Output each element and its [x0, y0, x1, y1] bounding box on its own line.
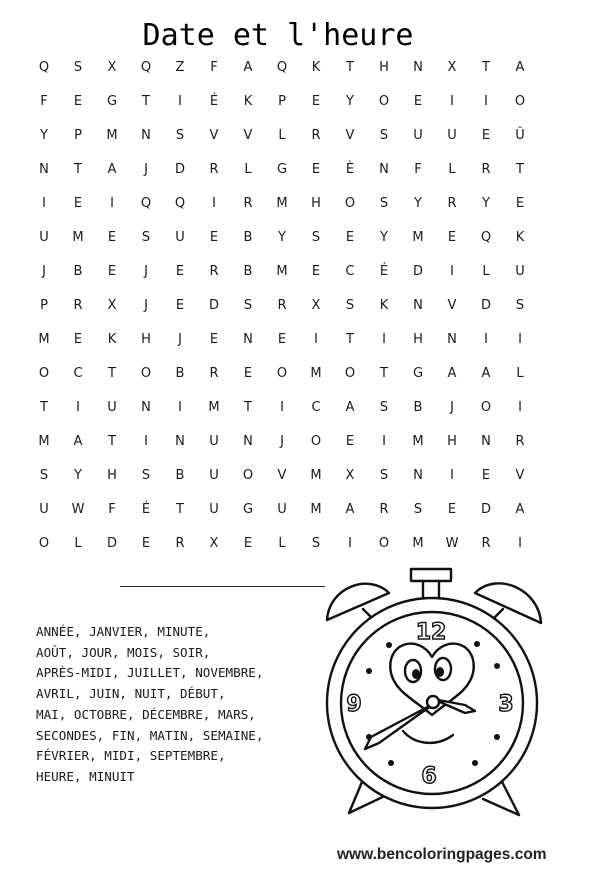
grid-letter: V [243, 127, 253, 143]
grid-letter: E [141, 535, 151, 551]
grid-letter: S [379, 399, 389, 415]
grid-letter: A [481, 365, 491, 381]
alarm-clock-illustration [315, 565, 555, 830]
grid-letter: A [345, 501, 355, 517]
grid-letter: R [481, 535, 491, 551]
grid-letter: Û [515, 127, 525, 143]
grid-letter: R [447, 195, 457, 211]
grid-letter: W [71, 501, 85, 517]
grid-letter: N [175, 433, 185, 449]
grid-letter: X [209, 535, 219, 551]
grid-letter: É [141, 501, 151, 517]
grid-letter: M [72, 229, 84, 245]
grid-letter: U [277, 501, 287, 517]
grid-letter: E [481, 467, 491, 483]
grid-letter: E [481, 127, 491, 143]
grid-letter: I [518, 331, 522, 347]
grid-letter: E [413, 93, 423, 109]
grid-letter: A [73, 433, 83, 449]
grid-letter: L [244, 161, 252, 177]
grid-letter: U [107, 399, 117, 415]
grid-letter: G [412, 365, 424, 381]
word-list-line: AVRIL, JUIN, NUIT, DÉBUT, [36, 686, 226, 702]
grid-letter: É [209, 93, 219, 109]
grid-letter: T [108, 365, 116, 381]
grid-letter: E [243, 365, 253, 381]
grid-letter: E [175, 263, 185, 279]
grid-letter: X [447, 59, 457, 75]
grid-letter: U [209, 433, 219, 449]
grid-letter: T [40, 399, 48, 415]
grid-letter: B [175, 365, 185, 381]
grid-letter: E [277, 331, 287, 347]
grid-letter: B [413, 399, 423, 415]
grid-letter: U [447, 127, 457, 143]
grid-letter: B [175, 467, 185, 483]
grid-letter: I [450, 263, 454, 279]
grid-letter: T [346, 59, 354, 75]
grid-letter: E [311, 161, 321, 177]
page-title: Date et l'heure [142, 18, 414, 53]
grid-letter: S [413, 501, 423, 517]
grid-letter: I [518, 535, 522, 551]
grid-letter: X [345, 467, 355, 483]
grid-letter: E [515, 195, 525, 211]
grid-letter: I [450, 93, 454, 109]
grid-letter: H [379, 59, 389, 75]
grid-letter: A [515, 501, 525, 517]
grid-letter: E [73, 331, 83, 347]
grid-letter: Z [175, 59, 185, 75]
grid-letter: M [38, 331, 50, 347]
clock-number-three: 3 [498, 692, 514, 717]
grid-letter: S [379, 467, 389, 483]
grid-letter: È [345, 161, 355, 177]
grid-letter: Q [276, 59, 288, 75]
grid-letter: N [481, 433, 491, 449]
grid-letter: Q [38, 59, 50, 75]
clock-number-six: 6 [421, 764, 437, 789]
grid-letter: M [310, 467, 322, 483]
grid-letter: T [74, 161, 82, 177]
grid-letter: L [74, 535, 82, 551]
grid-letter: I [348, 535, 352, 551]
grid-letter: P [40, 297, 48, 313]
grid-letter: Y [278, 229, 286, 245]
grid-letter: E [73, 195, 83, 211]
grid-letter: L [516, 365, 524, 381]
grid-letter: N [413, 467, 423, 483]
grid-letter: O [38, 535, 50, 551]
grid-letter: P [278, 93, 286, 109]
grid-letter: E [447, 501, 457, 517]
grid-letter: E [447, 229, 457, 245]
grid-letter: V [209, 127, 219, 143]
grid-letter: X [107, 297, 117, 313]
grid-letter: M [106, 127, 118, 143]
grid-letter: K [311, 59, 321, 75]
grid-letter: T [244, 399, 252, 415]
answer-line [120, 586, 325, 587]
grid-letter: J [144, 263, 148, 279]
grid-letter: S [175, 127, 185, 143]
grid-letter: I [518, 399, 522, 415]
grid-letter: B [243, 263, 253, 279]
grid-letter: J [178, 331, 182, 347]
grid-letter: Y [40, 127, 48, 143]
grid-letter: N [243, 433, 253, 449]
grid-letter: M [208, 399, 220, 415]
word-list-line: AOÛT, JOUR, MOIS, SOIR, [36, 644, 211, 660]
grid-letter: I [144, 433, 148, 449]
grid-letter: R [515, 433, 525, 449]
website-footer: www.bencoloringpages.com [337, 846, 547, 863]
grid-letter: V [345, 127, 355, 143]
word-list-line: MAI, OCTOBRE, DÉCEMBRE, MARS, [36, 706, 256, 722]
grid-letter: I [280, 399, 284, 415]
grid-letter: J [42, 263, 46, 279]
grid-letter: U [175, 229, 185, 245]
grid-letter: O [344, 365, 356, 381]
grid-letter: D [412, 263, 423, 279]
grid-letter: A [243, 59, 253, 75]
grid-letter: V [277, 467, 287, 483]
grid-letter: V [447, 297, 457, 313]
grid-letter: D [106, 535, 117, 551]
grid-letter: U [209, 501, 219, 517]
grid-letter: Q [480, 229, 492, 245]
word-list-line: APRÈS-MIDI, JUILLET, NOVEMBRE, [36, 665, 264, 681]
grid-letter: N [413, 59, 423, 75]
grid-letter: R [243, 195, 253, 211]
grid-letter: T [108, 433, 116, 449]
grid-letter: C [73, 365, 83, 381]
grid-letter: D [480, 501, 491, 517]
grid-letter: Q [140, 195, 152, 211]
grid-letter: X [107, 59, 117, 75]
grid-letter: H [413, 331, 423, 347]
grid-letter: H [447, 433, 457, 449]
grid-letter: I [42, 195, 46, 211]
grid-letter: C [311, 399, 321, 415]
grid-letter: R [209, 365, 219, 381]
grid-letter: L [482, 263, 490, 279]
grid-letter: D [174, 161, 185, 177]
handle-icon [411, 569, 451, 581]
word-list [36, 622, 336, 788]
clock-number-nine: 9 [346, 692, 362, 717]
grid-letter: A [345, 399, 355, 415]
grid-letter: S [39, 467, 49, 483]
grid-letter: S [345, 297, 355, 313]
grid-letter: A [447, 365, 457, 381]
grid-letter: N [379, 161, 389, 177]
grid-letter: S [141, 467, 151, 483]
grid-letter: S [515, 297, 525, 313]
grid-letter: E [209, 229, 219, 245]
center-pin-icon [427, 696, 439, 708]
grid-letter: Y [380, 229, 388, 245]
grid-letter: M [412, 433, 424, 449]
grid-letter: R [311, 127, 321, 143]
grid-letter: W [445, 535, 459, 551]
grid-letter: I [178, 399, 182, 415]
grid-letter: F [210, 59, 218, 75]
grid-letter: S [379, 195, 389, 211]
grid-letter: H [311, 195, 321, 211]
grid-letter: R [209, 263, 219, 279]
grid-letter: R [277, 297, 287, 313]
grid-letter: D [208, 297, 219, 313]
grid-letter: M [412, 229, 424, 245]
grid-letter: O [276, 365, 288, 381]
grid-letter: I [212, 195, 216, 211]
grid-letter: K [379, 297, 389, 313]
grid-letter: U [39, 229, 49, 245]
grid-letter: S [379, 127, 389, 143]
grid-letter: N [413, 297, 423, 313]
grid-letter: F [40, 93, 48, 109]
grid-letter: O [378, 93, 390, 109]
grid-letter: M [276, 195, 288, 211]
grid-letter: T [142, 93, 150, 109]
grid-letter: L [278, 535, 286, 551]
word-list-line: HEURE, MINUIT [36, 768, 135, 784]
grid-letter: L [278, 127, 286, 143]
grid-letter: C [345, 263, 355, 279]
grid-letter: S [243, 297, 253, 313]
grid-letter: A [107, 161, 117, 177]
grid-letter: E [175, 297, 185, 313]
grid-letter: E [243, 535, 253, 551]
grid-letter: O [344, 195, 356, 211]
grid-letter: I [178, 93, 182, 109]
grid-letter: O [514, 93, 526, 109]
grid-letter: M [412, 535, 424, 551]
grid-letter: É [379, 263, 389, 279]
grid-letter: M [310, 501, 322, 517]
grid-letter: R [73, 297, 83, 313]
grid-letter: I [314, 331, 318, 347]
grid-letter: G [276, 161, 288, 177]
grid-letter: I [382, 433, 386, 449]
grid-letter: T [346, 331, 354, 347]
grid-letter: X [311, 297, 321, 313]
grid-letter: I [484, 331, 488, 347]
grid-letter: O [310, 433, 322, 449]
grid-letter: K [107, 331, 117, 347]
grid-letter: R [379, 501, 389, 517]
grid-letter: S [311, 229, 321, 245]
grid-letter: O [378, 535, 390, 551]
grid-letter: B [243, 229, 253, 245]
grid-letter: R [209, 161, 219, 177]
grid-letter: K [515, 229, 525, 245]
grid-letter: O [38, 365, 50, 381]
grid-letter: Q [174, 195, 186, 211]
grid-letter: E [73, 93, 83, 109]
grid-letter: F [108, 501, 116, 517]
grid-letter: I [450, 467, 454, 483]
grid-letter: E [209, 331, 219, 347]
grid-letter: T [380, 365, 388, 381]
grid-letter: P [74, 127, 82, 143]
grid-letter: E [311, 93, 321, 109]
grid-letter: F [414, 161, 422, 177]
grid-letter: J [144, 161, 148, 177]
grid-letter: T [482, 59, 490, 75]
grid-letter: G [106, 93, 118, 109]
grid-letter: E [311, 263, 321, 279]
grid-letter: N [141, 127, 151, 143]
grid-letter: M [276, 263, 288, 279]
grid-letter: B [73, 263, 83, 279]
grid-letter: R [175, 535, 185, 551]
grid-letter: D [480, 297, 491, 313]
word-list-line: FÉVRIER, MIDI, SEPTEMBRE, [36, 748, 226, 764]
grid-letter: O [140, 365, 152, 381]
grid-letter: O [242, 467, 254, 483]
grid-letter: K [243, 93, 253, 109]
grid-letter: V [515, 467, 525, 483]
word-search-grid [27, 50, 537, 560]
grid-letter: S [73, 59, 83, 75]
word-list-line: ANNÉE, JANVIER, MINUTE, [36, 624, 211, 639]
grid-letter: Y [74, 467, 82, 483]
grid-letter: O [480, 399, 492, 415]
grid-letter: I [382, 331, 386, 347]
grid-letter: N [141, 399, 151, 415]
grid-letter: H [141, 331, 151, 347]
grid-letter: N [243, 331, 253, 347]
grid-letter: J [144, 297, 148, 313]
grid-letter: N [447, 331, 457, 347]
grid-letter: S [311, 535, 321, 551]
grid-letter: E [107, 229, 117, 245]
grid-letter: U [39, 501, 49, 517]
grid-letter: A [515, 59, 525, 75]
grid-letter: I [110, 195, 114, 211]
grid-letter: M [38, 433, 50, 449]
grid-letter: I [76, 399, 80, 415]
grid-letter: L [448, 161, 456, 177]
grid-letter: U [413, 127, 423, 143]
grid-letter: J [450, 399, 454, 415]
grid-letter: J [280, 433, 284, 449]
grid-letter: M [310, 365, 322, 381]
grid-letter: T [176, 501, 184, 517]
grid-letter: H [107, 467, 117, 483]
grid-letter: R [481, 161, 491, 177]
grid-letter: E [345, 229, 355, 245]
clock-number-twelve: 12 [415, 620, 447, 645]
grid-letter: I [484, 93, 488, 109]
grid-letter: Y [346, 93, 354, 109]
word-list-line: SECONDES, FIN, MATIN, SEMAINE, [36, 727, 264, 743]
grid-letter: N [39, 161, 49, 177]
grid-letter: G [242, 501, 254, 517]
grid-letter: S [141, 229, 151, 245]
grid-letter: T [516, 161, 524, 177]
grid-letter: E [107, 263, 117, 279]
grid-letter: Y [414, 195, 422, 211]
grid-letter: Y [482, 195, 490, 211]
grid-letter: U [209, 467, 219, 483]
grid-letter: Q [140, 59, 152, 75]
grid-letter: U [515, 263, 525, 279]
grid-letter: E [345, 433, 355, 449]
